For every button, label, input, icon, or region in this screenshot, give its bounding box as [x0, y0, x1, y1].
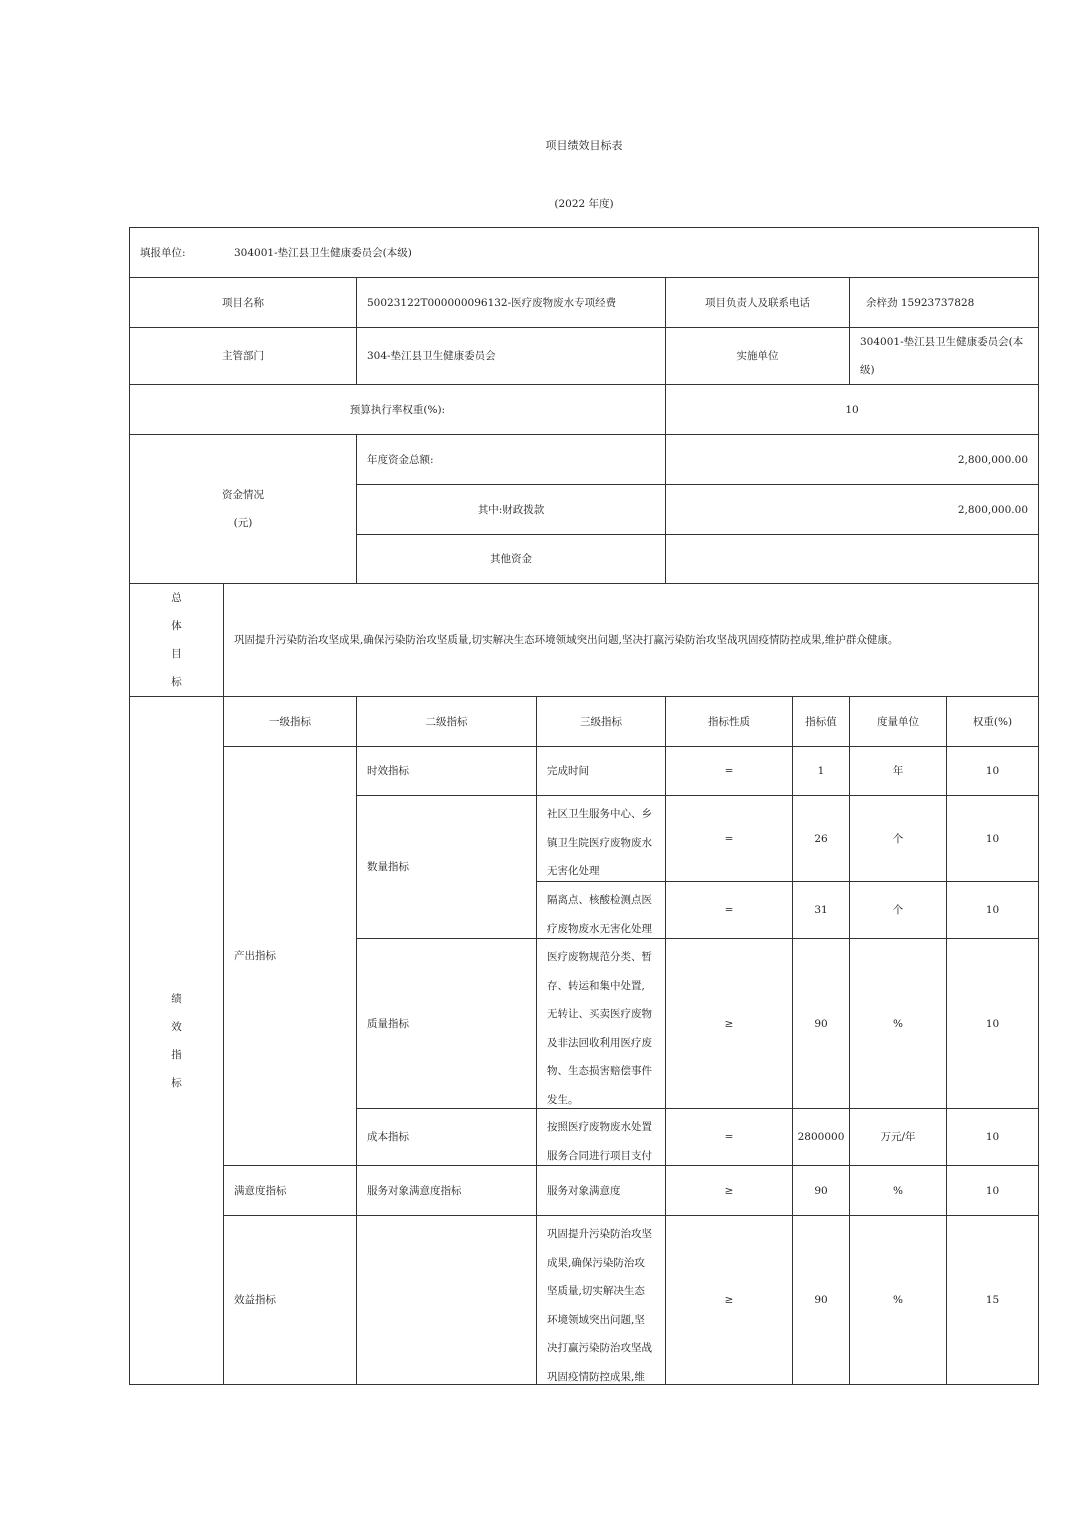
level2-quality: 质量指标 [356, 938, 537, 1109]
level1-output: 产出指标 [223, 746, 357, 1166]
funds-total-label: 年度资金总额: [356, 434, 666, 485]
fill-unit-row [129, 227, 1039, 278]
row-level3: 按照医疗废物废水处置服务合同进行项目支付 [536, 1108, 666, 1166]
row-level3: 服务对象满意度 [536, 1165, 666, 1216]
goal-label-char: 体 [171, 620, 182, 632]
row-unit: % [849, 1165, 947, 1216]
level2-quantity: 数量指标 [356, 795, 537, 939]
col-header-level2: 二级指标 [356, 696, 537, 747]
indicators-side-char: 指 [171, 1048, 182, 1061]
budget-rate-value: 10 [665, 384, 1039, 435]
funds-total-value: 2,800,000.00 [665, 434, 1039, 485]
row-weight: 10 [946, 746, 1039, 796]
funds-label [129, 434, 357, 584]
level2-cost: 成本指标 [356, 1108, 537, 1166]
fill-unit-value: 304001-垫江县卫生健康委员会(本级) [234, 246, 412, 259]
goal-text: 巩固提升污染防治攻坚成果,确保污染防治攻坚质量,切实解决生态环境领域突出问题,坚决打赢污染防治攻坚战巩固疫情防控成果,维护群众健康。 [223, 583, 1039, 697]
funds-label-line1: 资金情况 [222, 489, 264, 501]
indicators-side-char: 效 [171, 1020, 182, 1033]
row-weight: 10 [946, 881, 1039, 939]
row-nature: ≥ [665, 1165, 793, 1216]
funds-label-line2: (元) [233, 517, 253, 529]
row-weight: 10 [946, 795, 1039, 882]
funds-other-value [665, 534, 1039, 584]
row-unit: 个 [849, 881, 947, 939]
row-value: 90 [792, 1215, 850, 1385]
row-value: 1 [792, 746, 850, 796]
row-unit: % [849, 1215, 947, 1385]
project-name-value: 50023122T000000096132-医疗废物废水专项经费 [356, 277, 666, 328]
row-unit: 个 [849, 795, 947, 882]
col-header-weight: 权重(%) [946, 696, 1039, 747]
row-unit: % [849, 938, 947, 1109]
fill-unit-label: 填报单位: [140, 246, 186, 259]
row-nature: ≥ [665, 1215, 793, 1385]
level2-satisfaction: 服务对象满意度指标 [356, 1165, 537, 1216]
col-header-level1: 一级指标 [223, 696, 357, 747]
row-weight: 10 [946, 1108, 1039, 1166]
budget-rate-label: 预算执行率权重(%): [129, 384, 666, 435]
contact-value: 余梓劲 15923737828 [849, 277, 1039, 328]
col-header-value: 指标值 [792, 696, 850, 747]
row-value: 31 [792, 881, 850, 939]
row-value: 90 [792, 938, 850, 1109]
row-value: 2800000 [792, 1108, 850, 1166]
indicators-side-char: 标 [171, 1076, 182, 1089]
row-level3: 隔离点、核酸检测点医疗废物废水无害化处理 [536, 881, 666, 939]
level1-satisfaction: 满意度指标 [223, 1165, 357, 1216]
dept-value: 304-垫江县卫生健康委员会 [356, 327, 666, 385]
row-unit: 年 [849, 746, 947, 796]
row-weight: 10 [946, 938, 1039, 1109]
level2-benefit [356, 1215, 537, 1385]
impl-value: 304001-垫江县卫生健康委员会(本级) [849, 327, 1039, 385]
dept-label: 主管部门 [129, 327, 357, 385]
row-nature: = [665, 881, 793, 939]
col-header-unit: 度量单位 [849, 696, 947, 747]
row-level3: 医疗废物规范分类、暂存、转运和集中处置,无转让、买卖医疗废物及非法回收利用医疗废物、生态损害赔偿事件发生。 [536, 938, 666, 1109]
funds-other-label: 其他资金 [356, 534, 666, 584]
goal-label [129, 583, 224, 697]
row-nature: = [665, 795, 793, 882]
indicators-side-label [129, 696, 224, 1385]
goal-label-char: 目 [171, 648, 182, 660]
impl-label: 实施单位 [665, 327, 850, 385]
row-nature: = [665, 1108, 793, 1166]
goal-label-char: 总 [171, 592, 182, 604]
level2-timeliness: 时效指标 [356, 746, 537, 796]
col-header-nature: 指标性质 [665, 696, 793, 747]
contact-label: 项目负责人及联系电话 [665, 277, 850, 328]
row-level3: 巩固提升污染防治攻坚成果,确保污染防治攻坚质量,切实解决生态环境领域突出问题,坚决打赢污染防治攻坚战巩固疫情防控成果,维 [536, 1215, 666, 1385]
goal-label-char: 标 [171, 676, 182, 688]
level1-benefit: 效益指标 [223, 1215, 357, 1385]
funds-fiscal-value: 2,800,000.00 [665, 484, 1039, 535]
project-name-label: 项目名称 [129, 277, 357, 328]
funds-fiscal-label: 其中:财政拨款 [356, 484, 666, 535]
col-header-level3: 三级指标 [536, 696, 666, 747]
row-weight: 10 [946, 1165, 1039, 1216]
indicators-side-char: 绩 [171, 992, 182, 1005]
row-nature: ≥ [665, 938, 793, 1109]
document-title: 项目绩效目标表 [545, 139, 623, 152]
row-unit: 万元/年 [849, 1108, 947, 1166]
document-year: (2022 年度) [554, 198, 614, 210]
row-level3: 社区卫生服务中心、乡镇卫生院医疗废物废水无害化处理 [536, 795, 666, 882]
row-level3: 完成时间 [536, 746, 666, 796]
row-value: 90 [792, 1165, 850, 1216]
row-weight: 15 [946, 1215, 1039, 1385]
row-nature: = [665, 746, 793, 796]
row-value: 26 [792, 795, 850, 882]
